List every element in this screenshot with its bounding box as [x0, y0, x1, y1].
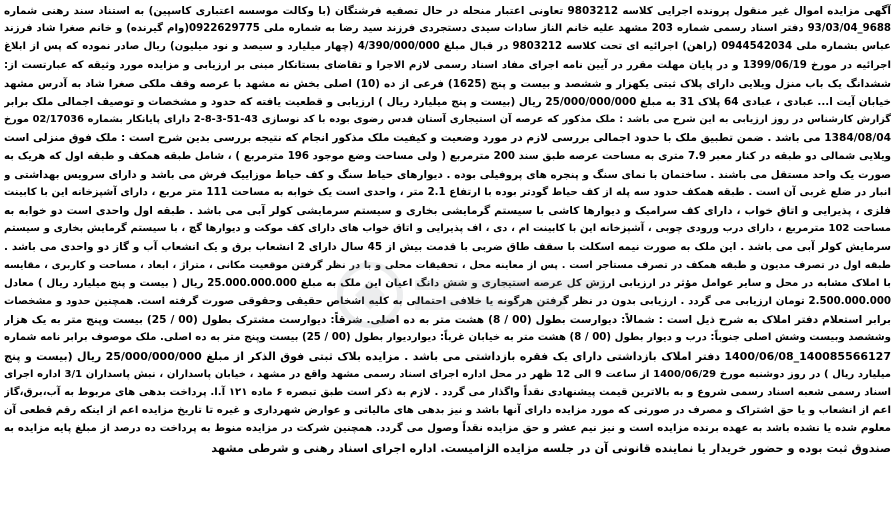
text-line: اسناد رسمی شعبه اسناد رسمی شروع و به بالاترین قیمت پیشنهادی نقداً واگذار می گردد . لازم به ذکر است طبق تبصره ۶ ماده ۱۲۱ آ.ا. پرداخت بدهی های مربوط به آب،برق،گاز — [4, 386, 891, 398]
text-line: 1384/08/04 می باشد . ضمن تطبیق ملک با حدود اجمالی بررسی لازم در مورد وضعیت و کیفیت ملک مذکور انجام که نتیجه بررسی بدین شرح است : ملک فوق منزلی است — [4, 132, 891, 145]
text-line: 140085566127_1400/06/08 دفتر املاک بازداشتی دارای یک فقره بازداشتی می باشد . مزایده بلاک ثبتی فوق الذکر از مبلغ 25/000/000/000 ریال (بیست و پنج — [4, 349, 891, 363]
text-line: سرمایش کولر آبی می باشد . این ملک به صورت نیمه اسکلت با سقف طاق ضربی با قدمت بیش از 45 سال دارای 2 انشعاب برق و یک انشعاب آب و گاز دو واحدی می باشد . — [4, 241, 891, 254]
text-line: ششدانگ یک باب منزل ویلایی دارای پلاک ثبتی یکهزار و ششصد و بیست و پنج (1625) فرعی از ده (10) اصلی بخش نه مشهد با عرصه وقف ملکی صغرا شاد به آدرس مشهد — [4, 77, 891, 90]
text-line: ویلایی شمالی دو طبقه در کنار معبر 7.9 متری به مساحت عرصه طبق سند 200 مترمربع ( ولی مساحت وضع موجود 196 مترمربع ) ، شامل طبقه همکف و طبقه اول که هریک به — [4, 150, 891, 162]
text-line: 9688_93/03/04 دفتر اسناد رسمی شماره 203 مشهد علیه خانم الناز سادات سیدی دستجردی فرزند سید رضا به شماره ملی 0922629775(وام گیرنده) و خانم صغرا شاد فرزند — [4, 23, 891, 35]
text-line: انبار در ضلع غربی آن است . طبقه همکف حدود سه پله از کف حیاط گودتر بوده با ارتفاع 2.1 متر ، واحدی است یک خوابه به مساحت 111 متر مربع ، دارای آشپزخانه این با کابینت — [4, 186, 891, 198]
text-line: خیابان آیت ا... عبادی ، عبادی 64 پلاک 31 به مبلغ 25/000/000/000 ریال (بیست و پنج میلیارد ریال ) ارزیابی و قطعیت یافته که حدود و مشخصات و توصیف اجمالی ملک برابر — [4, 95, 891, 108]
text-line: معلوم شده یا نشده باشد به عهده برنده مزایده است و نیز نیم عشر و حق مزایده نقداً وصول می گردد. همچنین شرکت در مزایده منوط به پرداخت ده درصد از مبلغ پایه مزایده به — [4, 423, 891, 435]
text-line: 2.500.000.000 تومان ارزیابی می گردد . ارزیابی بدون در نظر گرفتن هرگونه یا خلافی احتمالی به کلیه اشخاص حقیقی وحقوقی صورت گرفته است. همچنین حدود و مشخصات — [4, 296, 891, 307]
text-line: صندوق ثبت بوده و حضور خریدار یا نماینده قانونی آن در جلسه مزایده الزامیست. اداره اجرای اسناد رهنی و شرطی مشهد — [211, 440, 891, 455]
text-line: گزارش کارشناس در روز ارزیابی به این شرح می باشد : ملک مذکور که عرصه آن استیجاری آستان قدس رضوی بوده با کد نوسازی 43-51-3-8-2 دارای پایانکار بشماره 02/17036 مورخ — [4, 114, 891, 126]
text-line: برابر استعلام دفتر املاک به شرح ذیل است : شمالاً: دیوارست بطول (00 / 8) هشت متر به ده اصلی. شرقاً: دیوارست مشترک بطول (00 / 25) بیست وپنج متر به یک هزار — [4, 314, 891, 327]
text-line: وششصد وبیست وشش اصلی جنوباً: درب و دیوار بطول (00 / 8) هشت متر به خیابان غرباً: دیواردیوار بطول (00 / 25) بیست وپنج متر به ده اصلی. ملک موصوف برابر نامه شماره — [4, 332, 891, 344]
text-line: طبقه اول در تصرف مدیون و طبقه همکف در تصرف مستاجر است . پس از معاینه محل ، تحقیقات محلی و با در نظر گرفتن موقعیت مکانی ، متراژ ، ابعاد ، مساحت و کاربری ، مقایسه — [4, 259, 891, 271]
text-line: با املاک مشابه در محل و سایر عوامل مؤثر در ارزیابی ارزش کل عرصه استیجاری و شش دانگ اعیان این ملک به مبلغ 25.000.000.000 ریال ( بیست و پنج میلیارد ریال ) معادل — [4, 277, 891, 289]
text-line: صورت یک واحد مستقل می باشند . ساختمان با نمای سنگ و پنجره های پروفیلی بوده . دیوارهای حیاط سنگ و کف حیاط موزاییک فرش می باشد و دارای سرویس بهداشتی و — [4, 168, 891, 181]
text-line: اجرائیه در مورخ 1399/06/19 و در پایان مهلت مقرر در آیین نامه اجرای مفاد اسناد رسمی لازم الاجرا و تقاضای بستانکار مبنی بر ارزیابی و مزایده مورد وثیقه که عبارتست از: — [4, 59, 891, 71]
text-line: اعم از انشعاب و یا حق اشتراک و مصرف در صورتی که مورد مزایده دارای آنها باشد و نیز بدهی های مالیاتی و عوارض شهرداری و غیره تا تاریخ مزایده اعم از اینکه رقم قطعی آن — [4, 405, 891, 417]
text-line: فلزی ، پذیرایی و اتاق خواب ، دارای کف سرامیک و دیوارها کاشی با سیستم گرمایشی بخاری و سیستم سرمایشی کولر آبی می باشد . طبقه اول واحدی است دو خوابه به — [4, 205, 891, 218]
text-line: عباس بشماره ملی 0944542034 (راهن) اجرائیه ای تحت کلاسه 9803212 در قبال مبلغ 4/390/000/000 (چهار میلیارد و سیصد و نود میلیون) ریال صادر نموده که پس از ابلاغ — [4, 41, 891, 53]
text-line: مساحت 102 مترمربع ، دارای درب ورودی چوبی ، آشپزخانه این با کابینت ام ، دی ، اف پذیرایی و اتاق خواب های دارای کف موکت و دیوارها گچ ، با سیستم گرمایش بخاری و سیستم — [4, 223, 891, 235]
text-line: میلیارد ریال ) در روز دوشنبه مورخ 1400/06/29 از ساعت 9 الی 12 ظهر در محل اداره اجرای اسناد رسمی مشهد واقع در مشهد ، خیابان پاسداران ، نبش پاسداران 3/1 اداره اجرای — [4, 368, 891, 380]
text-line: آگهی مزایده اموال غیر منقول پرونده اجرایی کلاسه 9803212 تعاونی اعتبار منحله در حال تصفیه فرشتگان (با وکالت موسسه اعتباری کاسپین) به استناد سند رهنی شماره — [4, 5, 891, 17]
